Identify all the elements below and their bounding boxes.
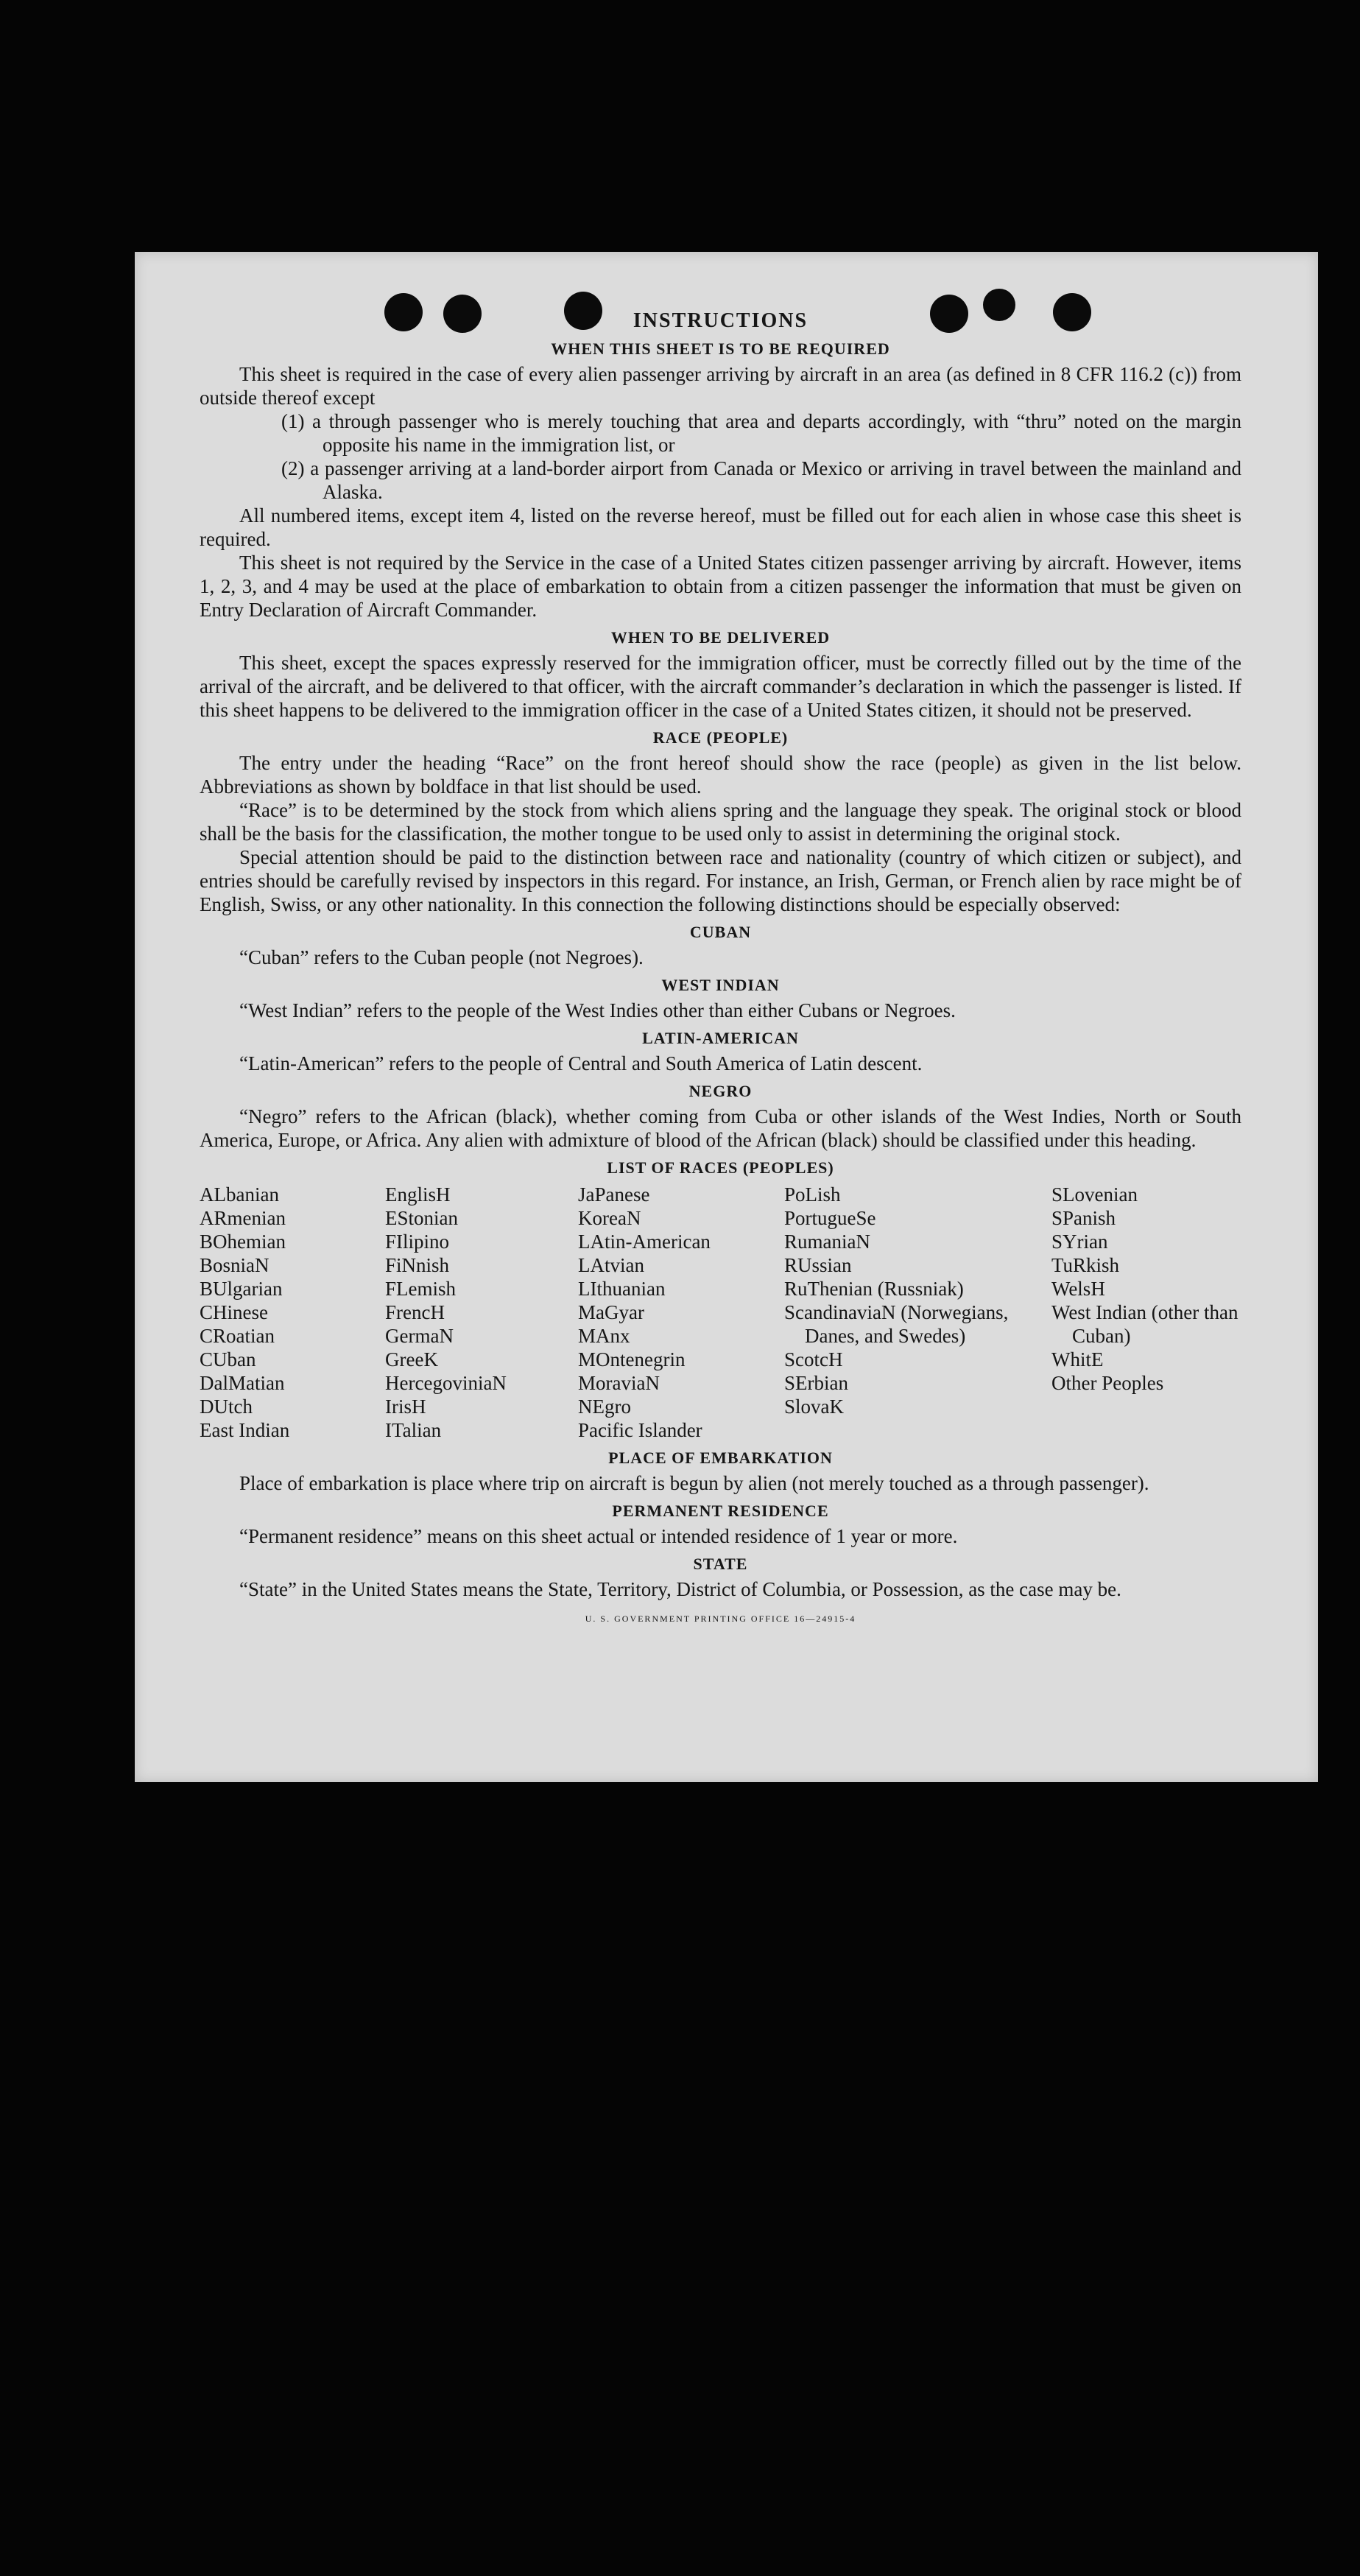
race-item: LIthuanian (578, 1278, 666, 1300)
race-item: Pacific Islander (578, 1419, 702, 1441)
race-item: LAtvian (578, 1254, 644, 1276)
race-item: Other Peoples (1051, 1372, 1164, 1394)
races-column-2 (385, 1183, 578, 1442)
race-item: NEgro (578, 1396, 631, 1418)
section-heading-cuban: CUBAN (689, 923, 752, 941)
race-item: ScandinaviaN (Norwegians, Danes, and Swedes) (784, 1301, 1009, 1347)
race-item: GreeK (385, 1348, 438, 1370)
race-item: ARmenian (200, 1207, 286, 1229)
race-item: BOhemian (200, 1231, 286, 1253)
race-item: DalMatian (200, 1372, 285, 1394)
race-item: SYrian (1051, 1231, 1108, 1253)
permanent-residence-text: “Permanent residence” means on this sheet actual or intended residence of 1 year or more. (239, 1525, 958, 1547)
section-heading-west-indian: WEST INDIAN (661, 976, 780, 994)
race-item: FiNnish (385, 1254, 450, 1276)
section-heading-when-delivered: WHEN TO BE DELIVERED (610, 628, 831, 647)
races-list (200, 1183, 1241, 1442)
when-delivered-text: This sheet, except the spaces expressly reserved for the immigration officer, must be correctly filled out by the time of the arrival of the aircraft, and be delivered to that officer, with the aircraft commander’s declaration in which the passenger is listed. If this sheet happens to be delivered to the immigration officer in the case of a United States citizen, it should not be preserved. (200, 652, 1241, 721)
section-heading-permanent-residence: PERMANENT RESIDENCE (612, 1502, 829, 1520)
race-item: LAtin-American (578, 1231, 711, 1253)
section-heading-negro: NEGRO (688, 1082, 753, 1100)
race-item: FIlipino (385, 1231, 450, 1253)
when-required-paragraph-2: All numbered items, except item 4, listed on the reverse hereof, must be filled out for each alien in whose case this sheet is required. (200, 504, 1241, 550)
race-item: PoLish (784, 1183, 841, 1206)
race-item: WelsH (1051, 1278, 1105, 1300)
races-column-3 (578, 1183, 784, 1442)
when-required-item-1: (1) a through passenger who is merely touching that area and departs accordingly, with “thru” noted on the margin opposite his name in the immigration list, or (281, 410, 1241, 456)
race-item: WhitE (1051, 1348, 1104, 1370)
section-heading-latin-american: LATIN-AMERICAN (642, 1029, 799, 1047)
race-item: BUlgarian (200, 1278, 283, 1300)
race-item: PortugueSe (784, 1207, 876, 1229)
document-sheet (135, 252, 1318, 1782)
race-item: HercegoviniaN (385, 1372, 507, 1394)
when-required-item-2: (2) a passenger arriving at a land-border airport from Canada or Mexico or arriving in travel between the mainland and Alaska. (281, 457, 1241, 503)
race-item: MAnx (578, 1325, 630, 1347)
printing-office-footer: U. S. GOVERNMENT PRINTING OFFICE 16—24915-4 (585, 1613, 856, 1624)
race-paragraph-1: The entry under the heading “Race” on the front hereof should show the race (people) as given in the list below. Abbreviations as shown by boldface in that list should be used. (200, 752, 1241, 798)
cuban-text: “Cuban” refers to the Cuban people (not Negroes). (239, 946, 644, 968)
when-required-intro: This sheet is required in the case of every alien passenger arriving by aircraft in an area (as defined in 8 CFR 116.2 (c)) from outside thereof except (200, 363, 1241, 409)
race-item: IrisH (385, 1396, 426, 1418)
when-required-paragraph-3: This sheet is not required by the Service in the case of a United States citizen passenger arriving by aircraft. However, items 1, 2, 3, and 4 may be used at the place of embarkation to obtain from a citizen passenger the information that must be given on Entry Declaration of Aircraft Commander. (200, 552, 1241, 621)
section-heading-race: RACE (PEOPLE) (652, 728, 789, 747)
race-item: ALbanian (200, 1183, 279, 1206)
race-item: ITalian (385, 1419, 442, 1441)
section-heading-embarkation: PLACE OF EMBARKATION (608, 1449, 833, 1467)
section-heading-when-required: WHEN THIS SHEET IS TO BE REQUIRED (551, 339, 890, 358)
negro-text: “Negro” refers to the African (black), whether coming from Cuba or other islands of the West Indies, North or South America, Europe, or Africa. Any alien with admixture of blood of the African (black) should be classified under this heading. (200, 1105, 1241, 1151)
race-item: MaGyar (578, 1301, 644, 1323)
race-item: MoraviaN (578, 1372, 660, 1394)
race-item: TuRkish (1051, 1254, 1120, 1276)
race-item: DUtch (200, 1396, 253, 1418)
race-item: FLemish (385, 1278, 457, 1300)
section-heading-races-list: LIST OF RACES (PEOPLES) (607, 1158, 834, 1177)
race-item: MOntenegrin (578, 1348, 686, 1370)
page-title: INSTRUCTIONS (633, 309, 808, 332)
race-item: BosniaN (200, 1254, 269, 1276)
race-item: SLovenian (1051, 1183, 1138, 1206)
race-item: CHinese (200, 1301, 268, 1323)
race-item: CUban (200, 1348, 256, 1370)
race-item: FrencH (385, 1301, 445, 1323)
race-item: GermaN (385, 1325, 454, 1347)
race-item: RumaniaN (784, 1231, 870, 1253)
state-text: “State” in the United States means the State, Territory, District of Columbia, or Possession, as the case may be. (239, 1578, 1121, 1600)
race-item: West Indian (other than Cuban) (1051, 1301, 1239, 1347)
west-indian-text: “West Indian” refers to the people of the West Indies other than either Cubans or Negroes. (239, 999, 956, 1021)
race-item: RUssian (784, 1254, 852, 1276)
race-item: JaPanese (578, 1183, 650, 1206)
race-item: EStonian (385, 1207, 458, 1229)
races-column-1 (200, 1183, 385, 1442)
section-heading-state: STATE (693, 1555, 748, 1573)
latin-american-text: “Latin-American” refers to the people of Central and South America of Latin descent. (239, 1052, 923, 1074)
race-paragraph-3: Special attention should be paid to the distinction between race and nationality (country of which citizen or subject), and entries should be carefully revised by inspectors in this regard. For instance, an Irish, German, or French alien by race might be of English, Swiss, or any other nationality. In this connection the following distinctions should be especially observed: (200, 846, 1241, 915)
race-item: East Indian (200, 1419, 290, 1441)
race-item: EnglisH (385, 1183, 451, 1206)
instructions-content (200, 309, 1241, 1630)
race-item: SlovaK (784, 1396, 844, 1418)
race-item: KoreaN (578, 1207, 641, 1229)
embarkation-text: Place of embarkation is place where trip on aircraft is begun by alien (not merely touched as a through passenger). (239, 1472, 1149, 1494)
race-item: SErbian (784, 1372, 848, 1394)
races-column-4 (784, 1183, 1051, 1442)
race-item: RuThenian (Russniak) (784, 1278, 964, 1300)
races-column-5 (1051, 1183, 1241, 1442)
race-paragraph-2: “Race” is to be determined by the stock from which aliens spring and the language they speak. The original stock or blood shall be the basis for the classification, the mother tongue to be used only to assist in determining the original stock. (200, 799, 1241, 845)
race-item: ScotcH (784, 1348, 843, 1370)
race-item: CRoatian (200, 1325, 275, 1347)
race-item: SPanish (1051, 1207, 1116, 1229)
